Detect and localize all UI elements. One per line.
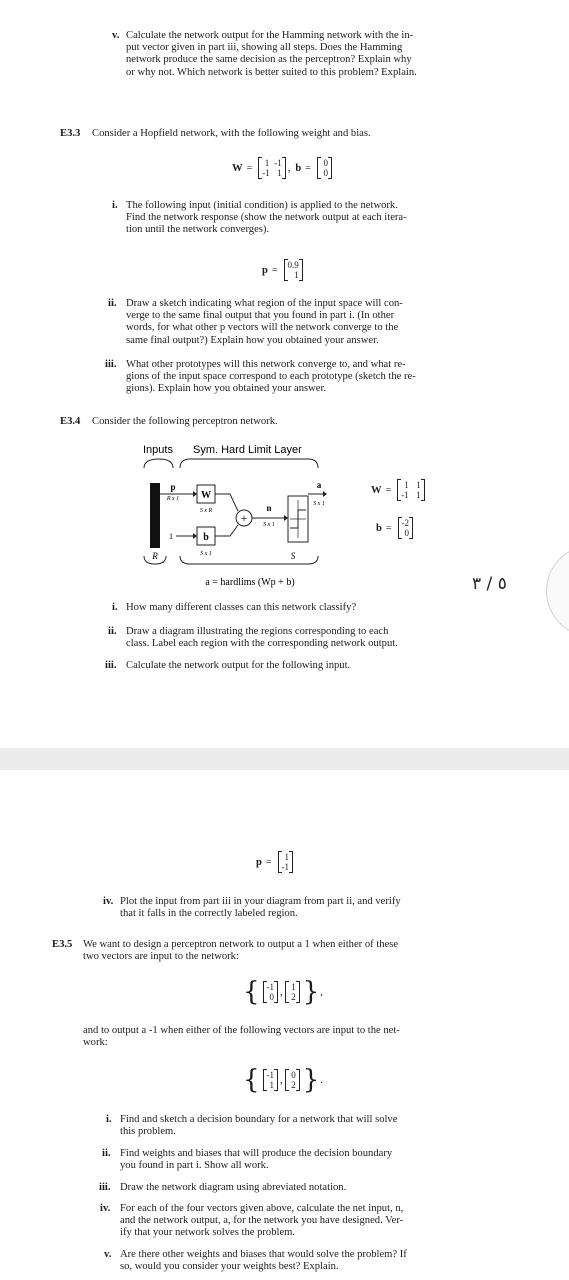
matrix-cell: -1 [274, 158, 282, 168]
text-line: Calculate the network output for the Hamming network with the in- [126, 30, 414, 41]
column-vector [285, 1069, 300, 1091]
equals-sign: = [385, 484, 392, 496]
text-line: What other prototypes will this network converge to, and what re- [126, 359, 406, 370]
item-text [126, 602, 356, 614]
text-line: The following input (initial condition) is applied to the network. [126, 200, 398, 211]
text-line: or why not. Which network is better suited to this problem? Explain. [126, 66, 417, 78]
input-vector [278, 851, 294, 873]
perceptron-diagram [138, 438, 343, 598]
one-label: 1 [169, 532, 173, 541]
item-text [126, 200, 407, 237]
text-line: Calculate the network output for the following input. [126, 660, 351, 671]
matrix-cell: 1 [284, 852, 290, 862]
left-brace: { [243, 1065, 260, 1095]
text-line: Draw a sketch indicating what region of the input space will con- [126, 298, 403, 309]
comma: , [280, 1074, 283, 1086]
matrix-cell: -1 [401, 490, 409, 500]
matrix-cell: 1 [294, 270, 299, 280]
text-line: Are there other weights and biases that would solve the problem? If [120, 1249, 407, 1260]
item-label: iii. [105, 359, 117, 370]
arrow-head [193, 533, 197, 539]
page-separator [0, 748, 569, 770]
r-label: R [152, 551, 158, 561]
item-label: iv. [100, 1203, 111, 1214]
comma: , [280, 986, 283, 998]
item-text [126, 660, 350, 672]
text-line: work: [83, 1037, 108, 1049]
matrix-cell: 2 [291, 1080, 296, 1090]
item-text [126, 359, 416, 396]
inputs-heading: Inputs [143, 444, 173, 456]
weight-matrix [397, 479, 425, 501]
item-text [126, 626, 398, 650]
matrix-cell: 0 [323, 158, 328, 168]
vector-name: b [376, 522, 382, 534]
matrix-cell: 1 [416, 480, 421, 490]
column-vector [263, 1069, 279, 1091]
weight-matrix [258, 157, 286, 179]
exercise-text: Consider a Hopfield network, with the following weight and bias. [92, 128, 371, 139]
item-label: iv. [103, 896, 114, 907]
item-label: iii. [99, 1182, 111, 1193]
text-line: Draw a diagram illustrating the regions corresponding to each [126, 626, 389, 637]
input-vector [284, 259, 303, 281]
matrix-cell: 0.9 [287, 260, 299, 270]
arrow-head [193, 491, 197, 497]
bias-vector [398, 517, 414, 539]
text-line: class. Label each region with the corresponding network output. [126, 638, 398, 650]
s-brace [180, 556, 318, 564]
text-line: gions). Explain how you obtained your answer. [126, 383, 327, 395]
column-vector [263, 981, 279, 1003]
item-label: i. [106, 1114, 112, 1125]
vector-name: p [262, 264, 268, 276]
text-line: Find weights and biases that will produce the decision boundary [120, 1148, 393, 1159]
text-line: network produce the same decision as the perceptron? Explain why [126, 54, 412, 66]
equals-sign: = [246, 162, 253, 174]
page-two [0, 770, 569, 1280]
matrix-cell: 2 [291, 992, 296, 1002]
text-line: that it falls in the correctly labeled region. [120, 908, 298, 920]
p-dim: R x 1 [166, 496, 180, 502]
comma: , [320, 986, 323, 998]
exercise-label: E3.4 [60, 416, 81, 427]
exercise-label: E3.3 [60, 128, 81, 139]
matrix-cell: 0 [323, 168, 328, 178]
item-text [120, 1203, 403, 1240]
scroll-indicator [546, 545, 569, 637]
n-dim: S x 1 [263, 522, 275, 528]
matrix-cell: -1 [281, 862, 290, 872]
text-line: same final output?) Explain how you obtained your answer. [126, 334, 379, 346]
input-vector-eq [262, 250, 305, 290]
matrix-cell: 0 [404, 528, 410, 538]
item-label: ii. [108, 298, 117, 309]
positive-vector-set [242, 972, 323, 1012]
negative-vector-set [242, 1060, 323, 1100]
bias-vector [317, 157, 332, 179]
matrix-name: W [232, 162, 243, 174]
text-line: How many different classes can this network classify? [126, 602, 357, 613]
item-label: iii. [105, 660, 117, 671]
arrow-head [323, 491, 327, 497]
period: . [320, 1074, 323, 1086]
text-line: For each of the four vectors given above, calculate the net input, n, [120, 1203, 404, 1214]
page-number: ٥ / ٣ [472, 574, 507, 594]
text-line: ify that your network solves the problem. [120, 1227, 296, 1239]
input-vector-eq [256, 842, 295, 882]
w-label: W [201, 490, 211, 501]
matrix-cell: 1 [291, 982, 296, 992]
text-line: you found in part i. Show all work. [120, 1160, 269, 1172]
b-sum-wire [215, 525, 238, 536]
matrix-cell: -2 [401, 518, 410, 528]
text-line: gions of the input space correspond to each prototype (sketch the re- [126, 371, 416, 383]
right-brace: } [302, 1065, 320, 1095]
matrix-cell: 1 [264, 158, 270, 168]
matrix-cell: 0 [269, 992, 275, 1002]
text-line: Find and sketch a decision boundary for a network that will solve [120, 1114, 398, 1125]
equals-sign: = [265, 856, 272, 868]
item-text [120, 896, 401, 920]
item-label: v. [112, 30, 120, 41]
text-line: tion until the network converges). [126, 224, 270, 236]
matrix-cell: 0 [291, 1070, 296, 1080]
item-text [120, 1148, 392, 1172]
item-text [120, 1249, 407, 1273]
exercise-text [83, 939, 398, 963]
comma: , [287, 162, 291, 174]
text-line: this problem. [120, 1126, 176, 1138]
item-text [120, 1182, 346, 1194]
hopfield-params [232, 146, 334, 190]
item-label: ii. [108, 626, 117, 637]
right-brace: } [302, 977, 320, 1007]
matrix-cell: 1 [277, 168, 282, 178]
w-dim: S x R [199, 508, 213, 514]
matrix-cell: -1 [266, 1070, 275, 1080]
paragraph-text [83, 1025, 400, 1049]
plus-symbol: + [240, 511, 248, 525]
item-label: v. [104, 1249, 112, 1260]
s-label: S [290, 551, 296, 561]
exercise-label: E3.5 [52, 939, 73, 950]
a-dim: S x 1 [313, 501, 325, 507]
text-line: Find the network response (show the network output at each itera- [126, 212, 407, 224]
input-bar [150, 483, 160, 548]
perceptron-weight-eq [371, 472, 427, 508]
a-label: a [316, 480, 322, 490]
item-text [126, 30, 417, 79]
vector-name: p [256, 856, 262, 868]
inputs-brace [144, 459, 173, 468]
equals-sign: = [271, 264, 278, 276]
item-label: i. [112, 602, 118, 613]
layer-heading: Sym. Hard Limit Layer [193, 444, 302, 456]
layer-brace [180, 459, 318, 468]
item-label: ii. [102, 1148, 111, 1159]
text-line: and the network output, a, for the network you have designed. Ver- [120, 1215, 404, 1227]
equals-sign: = [305, 162, 311, 174]
text-line: Draw the network diagram using abreviated notation. [120, 1182, 347, 1193]
network-equation: a = hardlims (Wp + b) [205, 577, 295, 588]
arrow-head [284, 515, 288, 521]
b-dim: S x 1 [200, 551, 212, 557]
n-label: n [266, 503, 272, 513]
matrix-name: W [371, 484, 382, 496]
text-line: put vector given in part iii, showing all steps. Does the Hamming [126, 42, 403, 54]
w-wire [215, 494, 238, 511]
item-text [126, 298, 403, 347]
equals-sign: = [385, 522, 392, 534]
item-label: i. [112, 200, 118, 211]
text-line: so, would you consider your weights best? Explain. [120, 1261, 339, 1273]
column-vector [285, 981, 300, 1003]
text-line: and to output a -1 when either of the following vectors are input to the net- [83, 1025, 400, 1036]
item-text [120, 1114, 397, 1138]
text-line: words, for what other p vectors will the network converge to the [126, 322, 399, 334]
vector-name: b [295, 162, 302, 174]
left-brace: { [243, 977, 260, 1007]
matrix-cell: -1 [262, 168, 270, 178]
matrix-cell: -1 [266, 982, 275, 992]
text-line: We want to design a perceptron network to output a 1 when either of these [83, 939, 399, 950]
b-label: b [203, 532, 209, 543]
matrix-cell: 1 [416, 490, 421, 500]
text-line: verge to the same final output that you found in part i. (In other [126, 310, 395, 322]
matrix-cell: 1 [269, 1080, 275, 1090]
text-line: Plot the input from part iii in your diagram from part ii, and verify [120, 896, 401, 907]
p-label: p [170, 482, 176, 492]
exercise-text: Consider the following perceptron network. [92, 416, 278, 427]
matrix-cell: 1 [404, 480, 409, 490]
text-line: two vectors are input to the network: [83, 951, 239, 963]
perceptron-bias-eq [376, 510, 415, 546]
